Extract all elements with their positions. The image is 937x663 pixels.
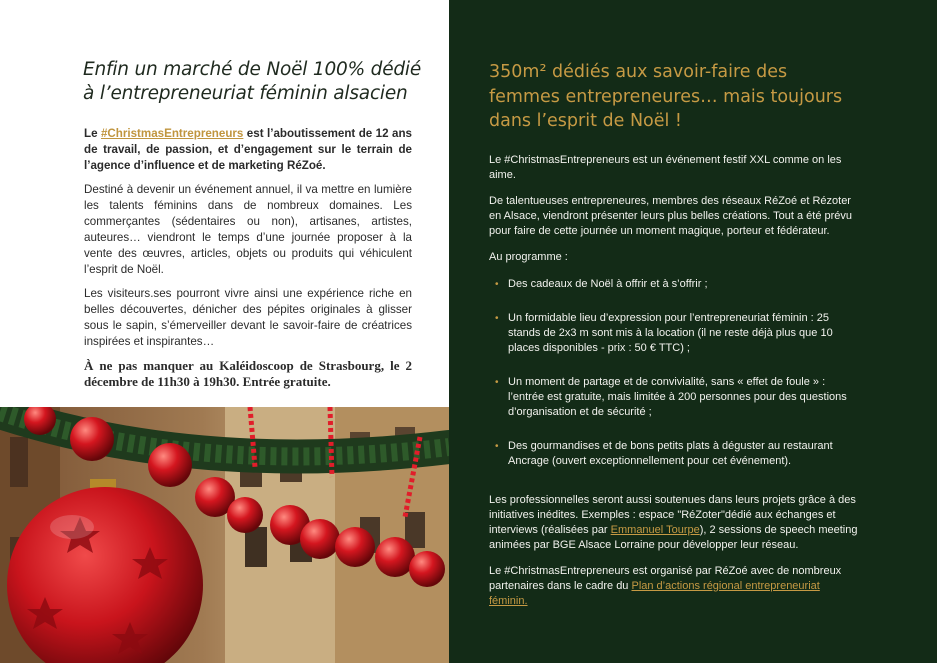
plan-actions-link[interactable]: Plan d’actions régional entrepreneuriat féminin. — [489, 580, 820, 607]
right-paragraph-4 — [489, 564, 859, 609]
hashtag-link[interactable]: #ChristmasEntrepreneurs — [100, 127, 244, 140]
program-item — [495, 375, 859, 420]
program-item-text: Un moment de partage et de convivialité, sans « effet de foule » : l’entrée est gratuite, mais limitée à 200 personnes pour des questions d’organisation et de sécurité ; — [508, 376, 847, 418]
bullet-icon: • — [495, 441, 499, 452]
program-item — [495, 277, 859, 292]
left-paragraph-2: Les visiteurs.ses pourront vivre ainsi une expérience riche en belles découvertes, dénicher des pépites originales à glisser sous le sapin, s’émerveiller devant le savoir-faire de créatrices inspirées et inspirantes… — [84, 287, 412, 348]
left-body — [84, 126, 412, 398]
p3-text-before: Les professionnelles seront aussi soutenues dans leurs projets grâce à des initiatives inédites. Exemples : espace "RéZoter"dédié aux échanges et interviews (réalisées par — [489, 494, 856, 536]
bullet-icon: • — [495, 313, 499, 324]
intro-paragraph — [84, 126, 412, 174]
program-list — [495, 277, 859, 469]
right-panel — [449, 0, 937, 663]
program-label: Au programme : — [489, 251, 568, 263]
left-paragraph-1: Destiné à devenir un événement annuel, il va mettre en lumière les talents féminins dans de nombreux domaines. Les commerçantes (sédentaires ou non), artisanes, artistes, auteures… viendront le temps d’une journée proposer à la vente des œuvres, articles, objets ou produits qui véhiculent l’esprit de Noël. — [84, 183, 412, 276]
left-title: Enfin un marché de Noël 100% dédié à l’entrepreneuriat féminin alsacien — [83, 59, 422, 104]
right-body — [489, 153, 859, 620]
event-info: À ne pas manquer au Kaléidoscoop de Strasbourg, le 2 décembre de 11h30 à 19h30. Entrée gratuite. — [84, 358, 412, 389]
right-paragraph-1: Le #ChristmasEntrepreneurs est un événement festif XXL comme on les aime. — [489, 154, 842, 181]
right-title: 350m² dédiés aux savoir-faire des femmes entrepreneures… mais toujours dans l’esprit de Noël ! — [489, 62, 843, 131]
bullet-icon: • — [495, 279, 499, 290]
intro-prefix: Le — [84, 127, 101, 140]
program-item-text: Des cadeaux de Noël à offrir et à s’offrir ; — [508, 278, 708, 290]
program-item — [495, 439, 859, 469]
bullet-icon: • — [495, 377, 499, 388]
right-paragraph-2: De talentueuses entrepreneures, membres des réseaux RéZoé et Rézoter en Alsace, viendront présenter leurs plus belles créations. Tout a été prévu pour faire de cette journée un moment magique, porteur et fédérateur. — [489, 195, 853, 237]
emmanuel-tourpe-link[interactable]: Emmanuel Tourpe — [610, 524, 700, 536]
intro-suffix: est l’aboutissement de 12 ans de travail, de passion, et d’engagement sur le terrain de l’agence d’influence et de marketing RéZoé. — [84, 127, 412, 172]
p4-text-before: Le #ChristmasEntrepreneurs est organisé par RéZoé avec de nombreux partenaires dans le cadre du — [489, 565, 842, 592]
christmas-ornaments-photo — [0, 407, 449, 663]
program-item — [495, 311, 859, 356]
ornaments-illustration — [0, 407, 449, 663]
program-item-text: Un formidable lieu d’expression pour l’entrepreneuriat féminin : 25 stands de 2x3 m sont mis à la location (il ne reste déjà plus que 10 places disponibles - prix : 50 € TTC) ; — [508, 312, 833, 354]
p3-text-after: ), 2 sessions de speech meeting animées par BGE Alsace Lorraine pour développer leur réseau. — [489, 524, 858, 551]
left-panel — [0, 0, 449, 663]
right-paragraph-3 — [489, 493, 859, 553]
program-item-text: Des gourmandises et de bons petits plats à déguster au restaurant Ancrage (ouvert exceptionnellement pour cet événement). — [508, 440, 833, 467]
